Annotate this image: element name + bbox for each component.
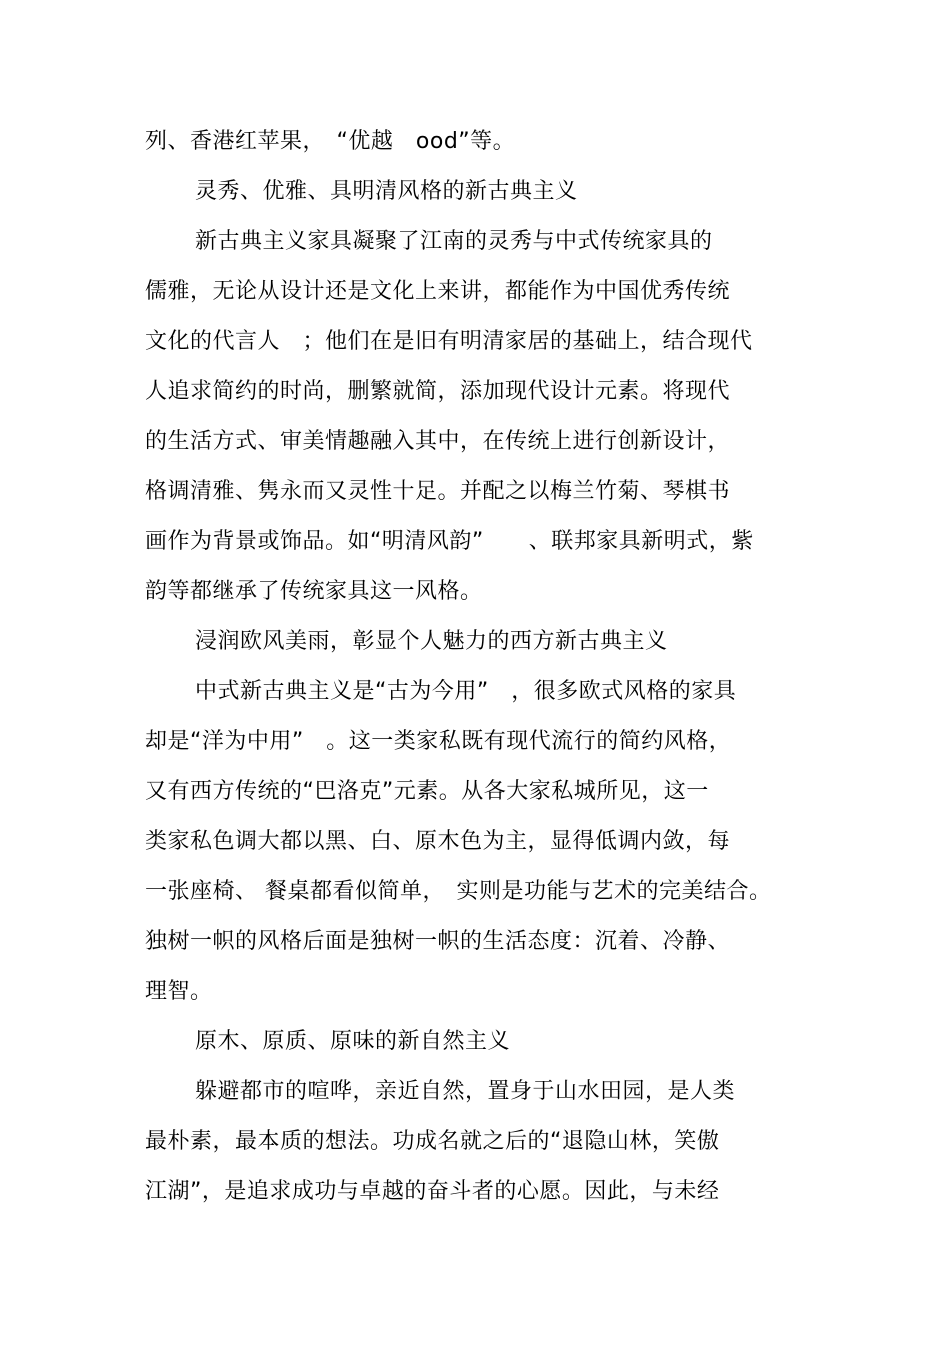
text-line: 画作为背景或饰品。如“明清风韵” 、联邦家具新明式，紫 [145,529,754,554]
text-line: 文化的代言人 ；他们在是旧有明清家居的基础上，结合现代 [145,329,753,354]
text-line: 却是“洋为中用” 。这一类家私既有现代流行的简约风格， [145,729,732,754]
text-line: 一张座椅、 餐桌都看似简单， 实则是功能与艺术的完美结合。 [145,879,772,904]
text-line: 韵等都继承了传统家具这一风格。 [145,579,483,604]
section-heading: 原木、原质、原味的新自然主义 [195,1029,511,1054]
text-line: 人追求简约的时尚，删繁就简，添加现代设计元素。将现代 [145,379,731,404]
text-line: 儒雅，无论从设计还是文化上来讲，都能作为中国优秀传统 [145,279,731,304]
text-line: 最朴素，最本质的想法。功成名就之后的“退隐山林，笑傲 [145,1129,720,1154]
text-line: 格调清雅、隽永而又灵性十足。并配之以梅兰竹菊、琴棋书 [145,479,731,504]
text-line: 新古典主义家具凝聚了江南的灵秀与中式传统家具的 [195,229,713,254]
text-line: 类家私色调大都以黑、白、原木色为主，显得低调内敛，每 [145,829,731,854]
text-line: 江湖”，是追求成功与卓越的奋斗者的心愿。因此，与未经 [145,1179,720,1204]
text-line: 理智。 [145,979,213,1004]
text-line: 的生活方式、审美情趣融入其中，在传统上进行创新设计， [145,429,731,454]
text-line: 中式新古典主义是“古为今用” ，很多欧式风格的家具 [195,679,737,704]
text-line: 列、香港红苹果， “优越 ood”等。 [145,129,516,154]
text-line: 躲避都市的喧哗，亲近自然，置身于山水田园，是人类 [195,1079,736,1104]
text-line: 独树一帜的风格后面是独树一帜的生活态度：沉着、冷静、 [145,929,731,954]
section-heading: 浸润欧风美雨，彰显个人魅力的西方新古典主义 [195,629,668,654]
section-heading: 灵秀、优雅、具明清风格的新古典主义 [195,179,578,204]
text-line: 又有西方传统的“巴洛克”元素。从各大家私城所见，这一 [145,779,709,804]
